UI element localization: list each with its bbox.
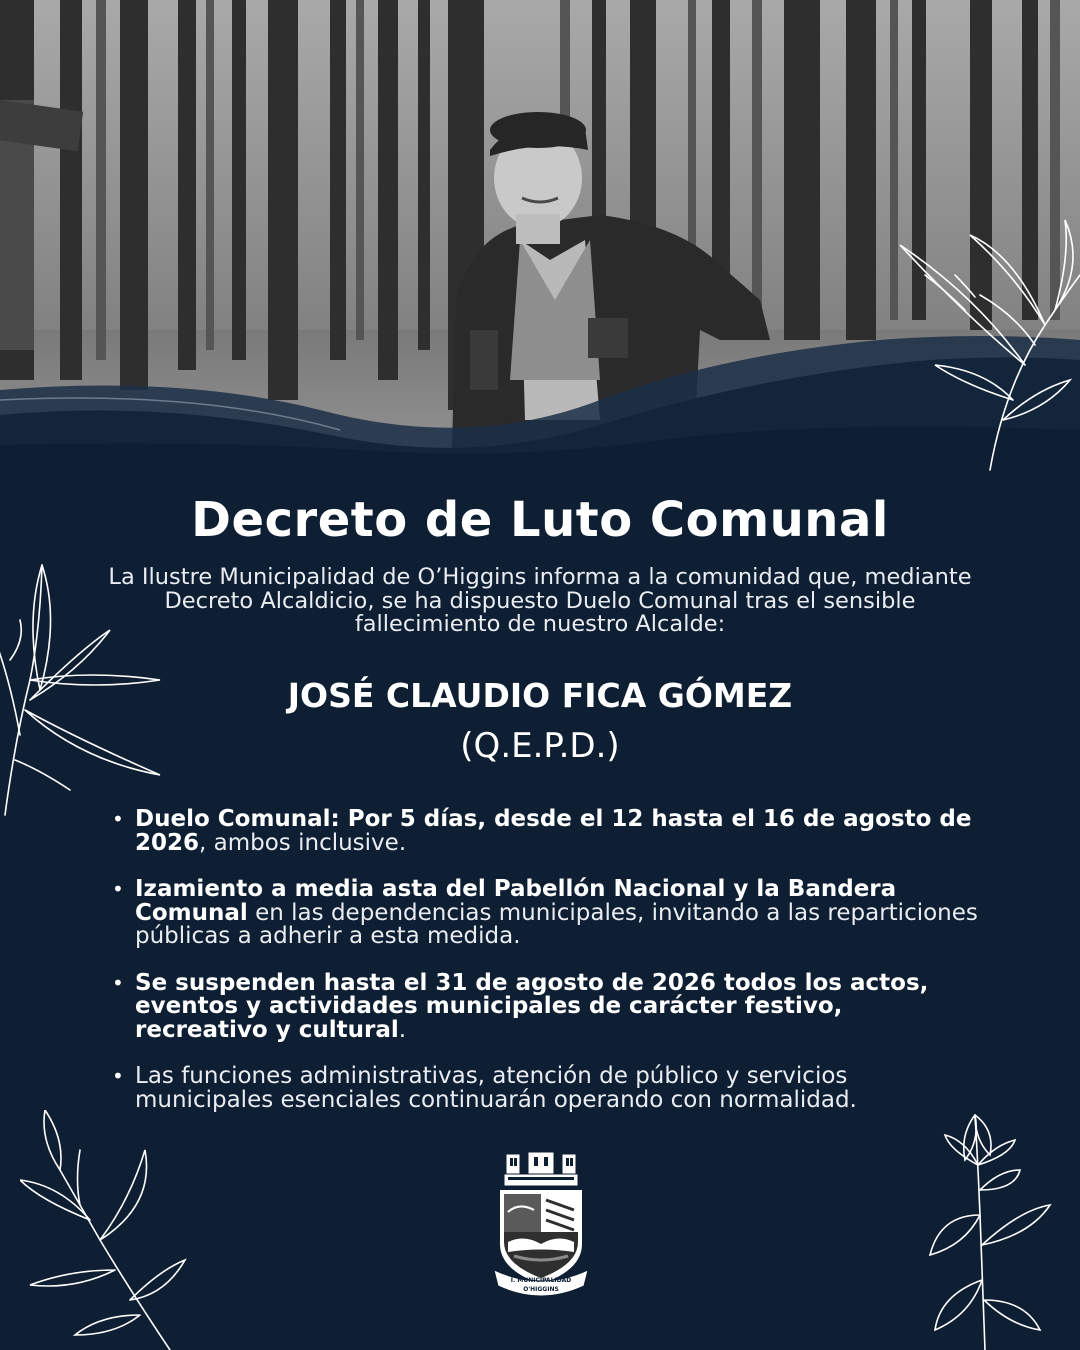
list-item xyxy=(110,1065,980,1112)
bullet-icon: • xyxy=(112,970,124,995)
bullet-icon: • xyxy=(112,807,124,831)
bullet-icon: • xyxy=(112,877,124,901)
list-item xyxy=(110,969,980,1043)
leaf-bottom-left-icon xyxy=(20,1110,190,1350)
measure-bold: Izamiento a media asta del Pabellón Nacional y la Bandera Comunal xyxy=(135,876,897,926)
municipal-crest xyxy=(494,1152,588,1300)
measures-list xyxy=(110,808,980,1135)
list-item xyxy=(110,808,980,855)
measure-text: , ambos inclusive. xyxy=(199,829,407,856)
measure-bold: Se suspenden hasta el 31 de agosto de 2026 todos los actos, eventos y actividades municipales de carácter festivo, recreativo y cultural xyxy=(135,969,929,1043)
page-title: Decreto de Luto Comunal xyxy=(191,492,889,548)
measure-text: en las dependencias municipales, invitando a las reparticiones públicas a adherir a esta medida. xyxy=(135,899,978,949)
bullet-icon: • xyxy=(112,1064,124,1088)
leaf-bottom-right-icon xyxy=(920,1105,1060,1350)
intro-text: La Ilustre Municipalidad de O’Higgins informa a la comunidad que, mediante Decreto Alcaldicio, se ha dispuesto Duelo Comunal tras el sensible fallecimiento de nuestro Alcalde: xyxy=(108,564,972,637)
crest-line1: I. MUNICIPALIDAD xyxy=(510,1277,572,1284)
measure-text: . xyxy=(398,1016,407,1043)
qepd-text: (Q.E.P.D.) xyxy=(460,726,620,766)
leaf-top-right-icon xyxy=(895,215,1080,475)
measure-text: Las funciones administrativas, atención de público y servicios municipales esenciales continuarán operando con normalidad. xyxy=(135,1063,857,1113)
list-item xyxy=(110,878,980,949)
leaf-mid-left-icon xyxy=(0,560,170,820)
crest-shield-icon xyxy=(494,1152,588,1300)
measure-bold: Duelo Comunal: Por 5 días, desde el 12 hasta el 16 de agosto de 2026 xyxy=(135,806,972,856)
deceased-name: JOSÉ CLAUDIO FICA GÓMEZ xyxy=(287,676,793,715)
crest-line2: O'HIGGINS xyxy=(523,1286,559,1293)
